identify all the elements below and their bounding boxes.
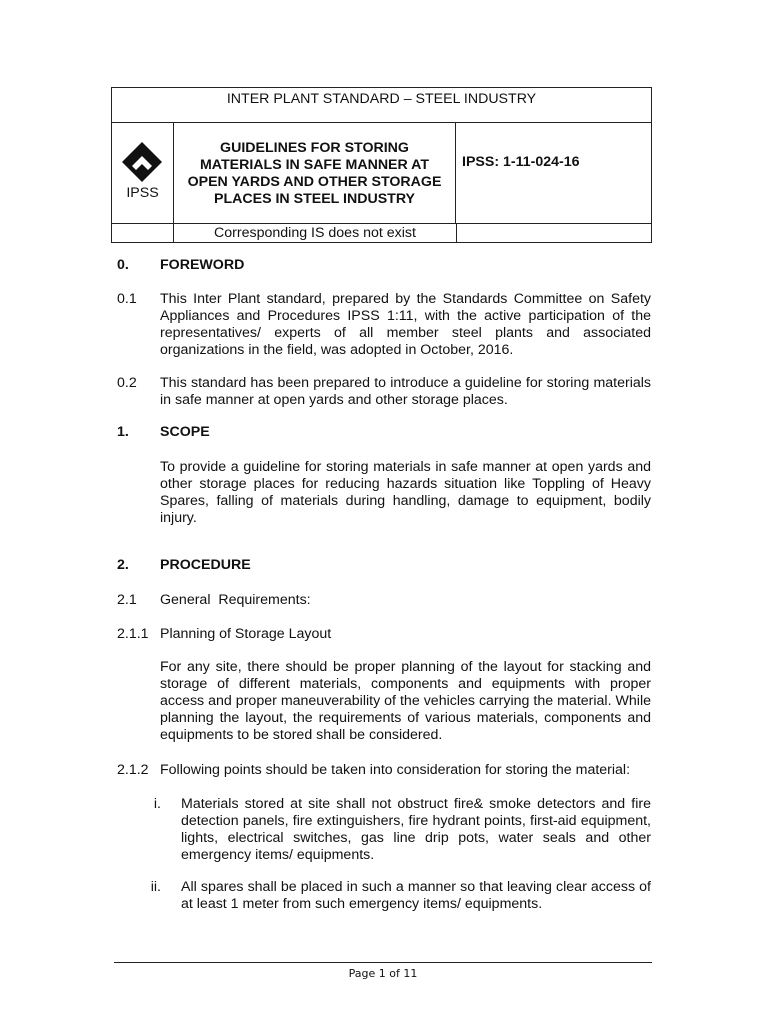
clause-number: 2.1.1 [117,626,149,642]
clause-2-1-title: General Requirements: [160,592,311,608]
guideline-title-line: GUIDELINES FOR STORING [220,140,409,156]
list-item: All spares shall be placed in such a manner so that leaving clear access of at least 1 meter from such emergency items/ equipments. [181,879,651,912]
guideline-title-line: OPEN YARDS AND OTHER STORAGE [187,174,442,190]
section-heading-scope: SCOPE [160,424,210,440]
clause-2-1-1-text: For any site, there should be proper planning of the layout for stacking and storage of different materials, components and equipments with proper access and proper maneuverability of the vehicles carrying the material. While planning the layout, the requirements of various materials, components and equipments to be stored shall be considered. [160,659,651,743]
section-number: 2. [117,557,129,573]
guideline-title-line: MATERIALS IN SAFE MANNER AT [199,157,430,173]
clause-number: 0.2 [117,375,137,391]
section-number: 1. [117,424,129,440]
ipss-diamond-icon [122,142,162,182]
list-item-number: i. [153,796,161,812]
standard-code: IPSS: 1-11-024-16 [462,154,580,170]
header-title: INTER PLANT STANDARD – STEEL INDUSTRY [112,88,651,123]
section-number: 0. [117,257,129,273]
list-item-number: ii. [150,879,161,895]
clause-0-2-text: This standard has been prepared to introduce a guideline for storing materials in safe manner at open yards and other storage places. [160,375,651,408]
section-heading-procedure: PROCEDURE [160,557,251,573]
logo-text: IPSS [126,185,159,201]
ipss-logo [112,123,174,223]
clause-number: 2.1.2 [117,762,149,778]
guideline-title-line: PLACES IN STEEL INDUSTRY [213,191,415,207]
list-item: Materials stored at site shall not obstruct fire& smoke detectors and fire detection panels, fire extinguishers, fire hydrant points, first-aid equipment, lights, electrical switches, gas line drip pots, water seals and other emergency items/ equipments. [181,796,651,863]
clause-number: 0.1 [117,291,137,307]
section-heading-foreword: FOREWORD [160,257,245,273]
corresponding-is-note: Corresponding IS does not exist [174,224,457,242]
clause-number: 2.1 [117,592,137,608]
clause-2-1-2-title: Following points should be taken into consideration for storing the material: [160,762,631,778]
clause-2-1-1-title: Planning of Storage Layout [160,626,332,642]
page-number: Page 1 of 11 [348,967,418,980]
guideline-title [174,123,456,223]
clause-0-1-text: This Inter Plant standard, prepared by the Standards Committee on Safety Appliances and Procedures IPSS 1:11, with the active participation of the representatives/ experts of all member steel plants and associated organizations in the field, was adopted in October, 2016. [160,291,651,358]
scope-text: To provide a guideline for storing materials in safe manner at open yards and other storage places for reducing hazards situation like Toppling of Heavy Spares, falling of materials during handling, damage to equipment, bodily injury. [160,459,651,526]
footer-rule [114,962,652,963]
standard-header-table [111,87,652,243]
